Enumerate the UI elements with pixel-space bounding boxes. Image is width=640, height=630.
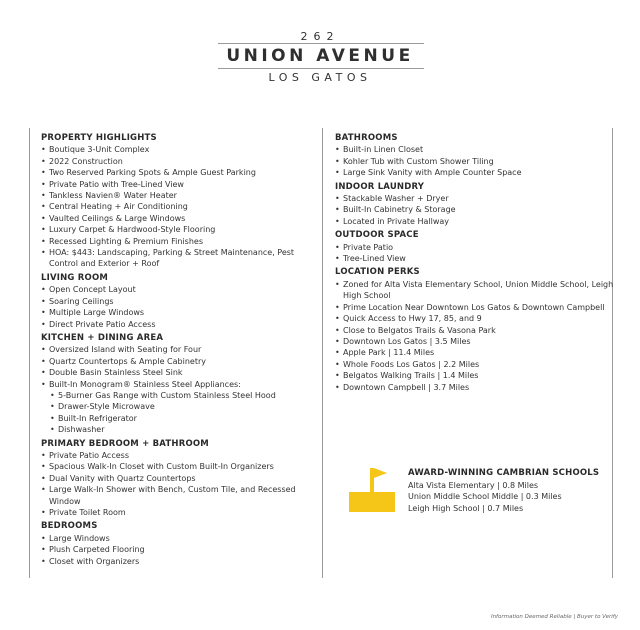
section-kitchen-dining bbox=[41, 333, 313, 436]
list-item: • Private Patio Access bbox=[41, 450, 313, 461]
list-item: • Close to Belgatos Trails & Vasona Park bbox=[335, 325, 620, 336]
list-item: • Soaring Ceilings bbox=[41, 296, 313, 307]
list-item: • Large Sink Vanity with Ample Counter Space bbox=[335, 167, 620, 178]
feature-list bbox=[41, 533, 313, 567]
section-title: LIVING ROOM bbox=[41, 272, 109, 283]
section-title: LOCATION PERKS bbox=[335, 267, 420, 278]
list-item: • Downtown Campbell | 3.7 Miles bbox=[335, 382, 620, 393]
list-item: • Zoned for Alta Vista Elementary School, Union Middle School, Leigh High School bbox=[335, 279, 620, 302]
list-item: • Located in Private Hallway bbox=[335, 216, 620, 227]
sub-list-item: • Drawer-Style Microwave bbox=[41, 401, 313, 412]
list-item: • Whole Foods Los Gatos | 2.2 Miles bbox=[335, 359, 620, 370]
list-item: • Private Patio with Tree-Lined View bbox=[41, 179, 313, 190]
sub-list-item: • 5-Burner Gas Range with Custom Stainless Steel Hood bbox=[41, 390, 313, 401]
right-column bbox=[335, 133, 620, 396]
award-school-line: Leigh High School | 0.7 Miles bbox=[408, 503, 524, 513]
list-item: • Private Toilet Room bbox=[41, 507, 313, 518]
section-title: OUTDOOR SPACE bbox=[335, 230, 419, 241]
award-school-list bbox=[408, 480, 562, 514]
feature-list bbox=[41, 144, 313, 269]
list-item: • Luxury Carpet & Hardwood-Style Flooring bbox=[41, 224, 313, 235]
list-item: • Tree-Lined View bbox=[335, 253, 620, 264]
list-item: • Open Concept Layout bbox=[41, 284, 313, 295]
list-item: • Double Basin Stainless Steel Sink bbox=[41, 367, 313, 378]
list-item: • Built-In Monogram® Stainless Steel Appliances: bbox=[41, 379, 313, 390]
section-title: PRIMARY BEDROOM + BATHROOM bbox=[41, 438, 209, 449]
list-item: • Vaulted Ceilings & Large Windows bbox=[41, 213, 313, 224]
list-item: • Two Reserved Parking Spots & Ample Guest Parking bbox=[41, 167, 313, 178]
section-bedrooms bbox=[41, 521, 313, 567]
section-bathrooms bbox=[335, 133, 620, 179]
list-item: • Stackable Washer + Dryer bbox=[335, 193, 620, 204]
feature-list bbox=[335, 144, 620, 178]
list-item: • Belgatos Walking Trails | 1.4 Miles bbox=[335, 370, 620, 381]
list-item: • Quartz Countertops & Ample Cabinetry bbox=[41, 356, 313, 367]
list-item: • 2022 Construction bbox=[41, 156, 313, 167]
header-top-rule bbox=[218, 43, 424, 44]
list-item: • Prime Location Near Downtown Los Gatos & Downtown Campbell bbox=[335, 302, 620, 313]
feature-list bbox=[335, 242, 620, 265]
award-school-line: Union Middle School Middle | 0.3 Miles bbox=[408, 492, 562, 502]
street-name: UNION AVENUE bbox=[226, 46, 414, 66]
street-number: 262 bbox=[300, 30, 340, 43]
section-outdoor-space bbox=[335, 230, 620, 264]
flag-icon bbox=[349, 466, 399, 512]
footer-disclaimer: Information Deemed Reliable | Buyer to Verify bbox=[490, 614, 618, 620]
list-item: • Tankless Navien® Water Heater bbox=[41, 190, 313, 201]
left-divider bbox=[29, 128, 30, 578]
award-flag bbox=[349, 466, 399, 516]
list-item: • Spacious Walk-In Closet with Custom Built-In Organizers bbox=[41, 461, 313, 472]
list-item: • Direct Private Patio Access bbox=[41, 319, 313, 330]
feature-list bbox=[41, 450, 313, 518]
list-item: • Plush Carpeted Flooring bbox=[41, 544, 313, 555]
list-item: • Boutique 3-Unit Complex bbox=[41, 144, 313, 155]
list-item: • Apple Park | 11.4 Miles bbox=[335, 347, 620, 358]
feature-list bbox=[41, 284, 313, 330]
list-item: • Oversized Island with Seating for Four bbox=[41, 344, 313, 355]
section-property-highlights bbox=[41, 133, 313, 270]
list-item: • Quick Access to Hwy 17, 85, and 9 bbox=[335, 313, 620, 324]
feature-list bbox=[41, 344, 313, 435]
sub-list-item: • Dishwasher bbox=[41, 424, 313, 435]
list-item: • Built-In Cabinetry & Storage bbox=[335, 204, 620, 215]
award-title: AWARD-WINNING CAMBRIAN SCHOOLS bbox=[408, 468, 600, 478]
list-item: • Multiple Large Windows bbox=[41, 307, 313, 318]
section-location-perks bbox=[335, 267, 620, 392]
list-item: • Built-in Linen Closet bbox=[335, 144, 620, 155]
list-item: • Closet with Organizers bbox=[41, 556, 313, 567]
list-item: • Recessed Lighting & Premium Finishes bbox=[41, 236, 313, 247]
list-item: • Private Patio bbox=[335, 242, 620, 253]
city-name: LOS GATOS bbox=[268, 71, 372, 84]
section-indoor-laundry bbox=[335, 182, 620, 228]
center-divider bbox=[322, 128, 323, 578]
feature-list bbox=[335, 193, 620, 227]
sub-list-item: • Built-In Refrigerator bbox=[41, 413, 313, 424]
feature-list bbox=[335, 279, 620, 393]
list-item: • Large Walk-In Shower with Bench, Custom Tile, and Recessed Window bbox=[41, 484, 313, 507]
section-title: KITCHEN + DINING AREA bbox=[41, 332, 164, 343]
list-item: • Kohler Tub with Custom Shower Tiling bbox=[335, 156, 620, 167]
section-title: BEDROOMS bbox=[41, 521, 98, 532]
header-bottom-rule bbox=[218, 68, 424, 69]
list-item: • Central Heating + Air Conditioning bbox=[41, 201, 313, 212]
award-school-line: Alta Vista Elementary | 0.8 Miles bbox=[408, 481, 539, 490]
list-item: • Large Windows bbox=[41, 533, 313, 544]
section-title: BATHROOMS bbox=[335, 133, 398, 143]
section-primary-bedroom bbox=[41, 439, 313, 519]
list-item: • Dual Vanity with Quartz Countertops bbox=[41, 473, 313, 484]
left-column bbox=[41, 133, 313, 570]
list-item: • HOA: $443: Landscaping, Parking & Street Maintenance, Pest Control and Exterior + Roof bbox=[41, 247, 313, 270]
section-title: INDOOR LAUNDRY bbox=[335, 181, 425, 192]
section-living-room bbox=[41, 273, 313, 330]
section-title: PROPERTY HIGHLIGHTS bbox=[41, 133, 157, 143]
list-item: • Downtown Los Gatos | 3.5 Miles bbox=[335, 336, 620, 347]
